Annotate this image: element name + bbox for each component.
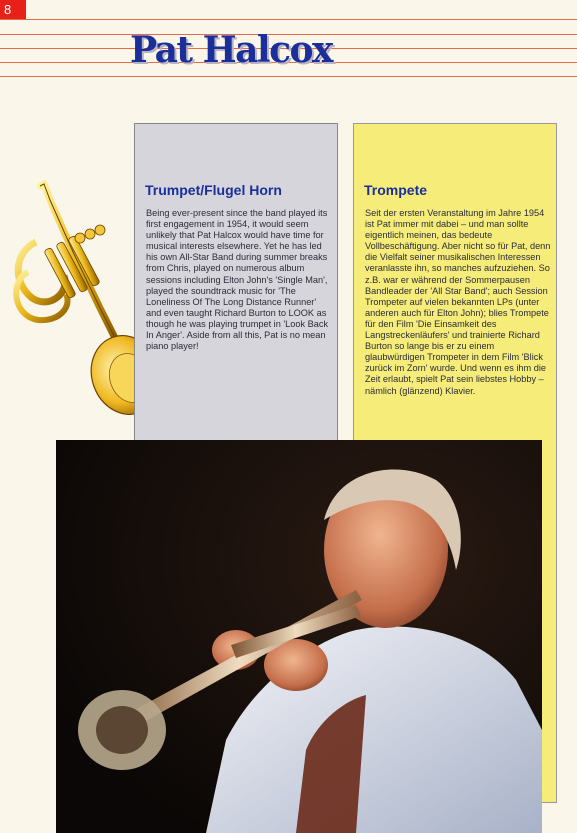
german-body-text: Seit der ersten Veranstaltung im Jahre 1954 ist Pat immer mit dabei – und man sollte eigentlich meinen, das bedeute Vollbeschäftigung. Aber nicht so für Pat, denn die Vielfalt seiner musikalischen Interessen veranlasste ihn, so manches aufzuziehen. So z.B. war er während der Sommerpausen Bandleader der 'All Star Band'; auch Session Trompeter auf vielen bekannten LPs (unter anderen auch für Elton John); blies Trompete für den Film 'Die Einsamkeit des Langstreckenläufers' und trainierte Richard Burton so lange bis er zu einem glaubwürdigen Trompeter in dem Film 'Blick zurück im Zorn' wurde. Und wenn es ihm die Zeit erlaubt, spielt Pat sein liebstes Hobby – nämlich (glänzend) Klavier. [365,208,551,396]
header-rule [0,76,577,77]
page-title: Pat Halcox [130,29,333,71]
english-text-panel [134,123,338,443]
english-body-text: Being ever-present since the band played its first engagement in 1954, it would seem unlikely that Pat Halcox would have time for musical interests elsewhere. Yet he has led his own All-Star Band during summer breaks from Chris, played on numerous album sessions including Elton John's 'Single Man', played the soundtrack music for 'The Loneliness Of The Long Distance Runner' and even taught Richard Burton to LOOK as though he was playing trumpet in 'Look Back In Anger'. Aside from all this, Pat is no mean piano player! [146,208,329,352]
photo-graphic [56,440,542,833]
german-heading: Trompete [364,182,428,198]
header-rule [0,19,577,20]
english-heading: Trumpet/Flugel Horn [145,182,282,198]
performer-playing-trumpet-photo [56,440,542,833]
page-number: 8 [0,0,26,20]
